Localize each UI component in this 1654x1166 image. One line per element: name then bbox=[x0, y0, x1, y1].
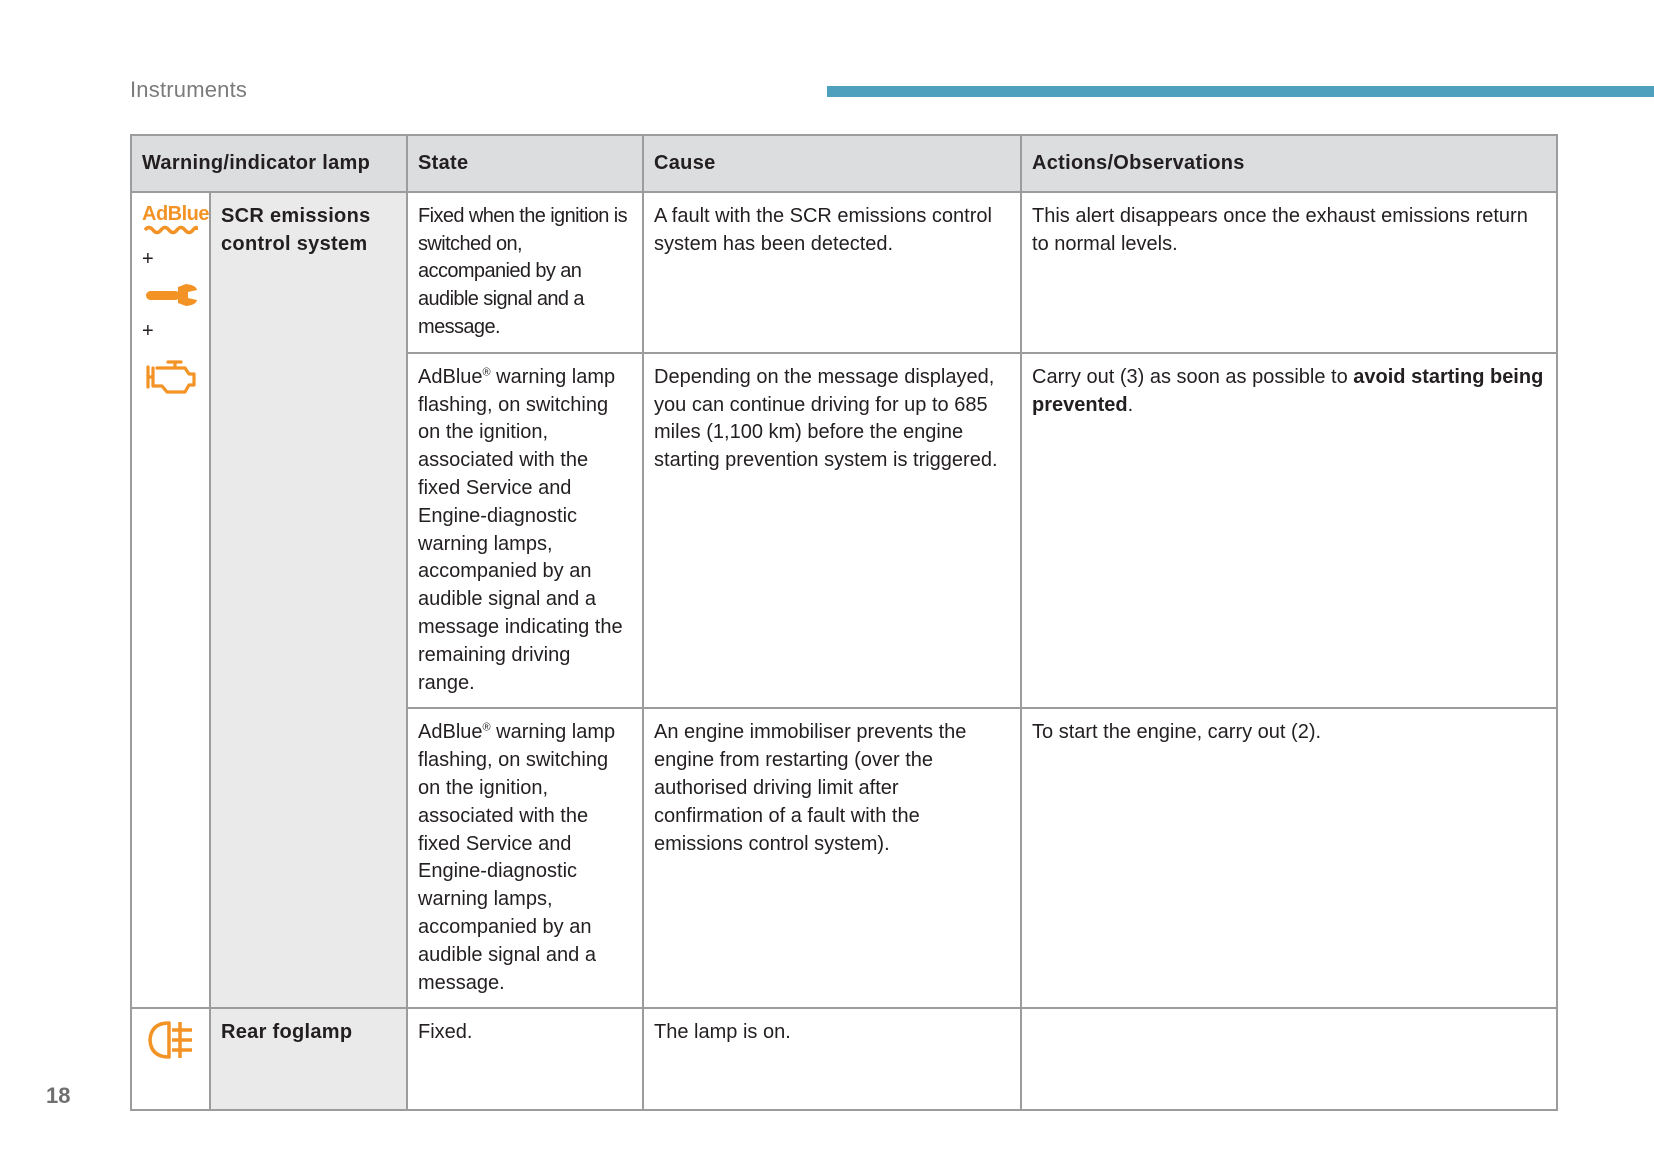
service-wrench-icon bbox=[142, 283, 199, 307]
engine-diagnostic-icon bbox=[142, 355, 199, 399]
registered-mark: ® bbox=[482, 366, 491, 379]
state-cell bbox=[407, 353, 643, 709]
column-header-actions: Actions/Observations bbox=[1021, 135, 1557, 192]
plus-sign: + bbox=[142, 319, 154, 342]
state-prefix: AdBlue bbox=[418, 365, 483, 388]
scr-system-name: SCR emissions control system bbox=[210, 192, 407, 1009]
warning-lamps-table bbox=[130, 134, 1558, 1111]
action-suffix: . bbox=[1127, 393, 1134, 416]
state-cell: Fixed. bbox=[407, 1008, 643, 1110]
action-cell bbox=[1021, 1008, 1557, 1110]
cause-cell: The lamp is on. bbox=[643, 1008, 1021, 1110]
scr-icons-cell bbox=[131, 192, 210, 1009]
action-cell bbox=[1021, 353, 1557, 709]
action-text: Carry out (3) as soon as possible to bbox=[1032, 365, 1354, 388]
table-header-row bbox=[131, 135, 1557, 192]
state-cell bbox=[407, 708, 643, 1008]
cause-cell: Depending on the message displayed, you can continue driving for up to 685 miles (1,100 km) before the engine starting prevention system is triggered. bbox=[643, 353, 1021, 709]
state-text: warning lamp flashing, on switching on the ignition, associated with the fixed Service and Engine-diagnostic warning lamps, accompanied by an audible signal and a message. bbox=[418, 721, 616, 994]
plus-sign: + bbox=[142, 247, 154, 270]
column-header-state: State bbox=[407, 135, 643, 192]
cause-cell: A fault with the SCR emissions control system has been detected. bbox=[643, 192, 1021, 353]
rear-foglamp-icon bbox=[142, 1019, 199, 1061]
column-header-cause: Cause bbox=[643, 135, 1021, 192]
column-header-lamp: Warning/indicator lamp bbox=[131, 135, 407, 192]
cause-cell: An engine immobiliser prevents the engine from restarting (over the authorised driving limit after confirmation of a fault with the emissions control system). bbox=[643, 708, 1021, 1008]
adblue-icon-text: AdBlue bbox=[142, 202, 209, 225]
state-text: warning lamp flashing, on switching on the ignition, associated with the fixed Service and Engine-diagnostic warning lamps, accompanied by an audible signal and a message indicating the remaining driving range. bbox=[418, 365, 623, 694]
state-cell: Fixed when the ignition is switched on, accompanied by an audible signal and a message. bbox=[407, 192, 643, 353]
rear-foglamp-name: Rear foglamp bbox=[210, 1008, 407, 1110]
state-prefix: AdBlue bbox=[418, 721, 483, 744]
section-title: Instruments bbox=[130, 77, 248, 102]
table-row bbox=[131, 1008, 1557, 1110]
table-row bbox=[131, 192, 1557, 353]
registered-mark: ® bbox=[482, 721, 491, 734]
header-accent-bar bbox=[827, 86, 1654, 97]
foglamp-icon-cell bbox=[131, 1008, 210, 1110]
action-cell: To start the engine, carry out (2). bbox=[1021, 708, 1557, 1008]
action-cell: This alert disappears once the exhaust emissions return to normal levels. bbox=[1021, 192, 1557, 353]
page-number: 18 bbox=[46, 1083, 71, 1108]
adblue-icon bbox=[142, 202, 209, 235]
action-emphasis: avoid starting being prevented bbox=[1032, 365, 1544, 416]
